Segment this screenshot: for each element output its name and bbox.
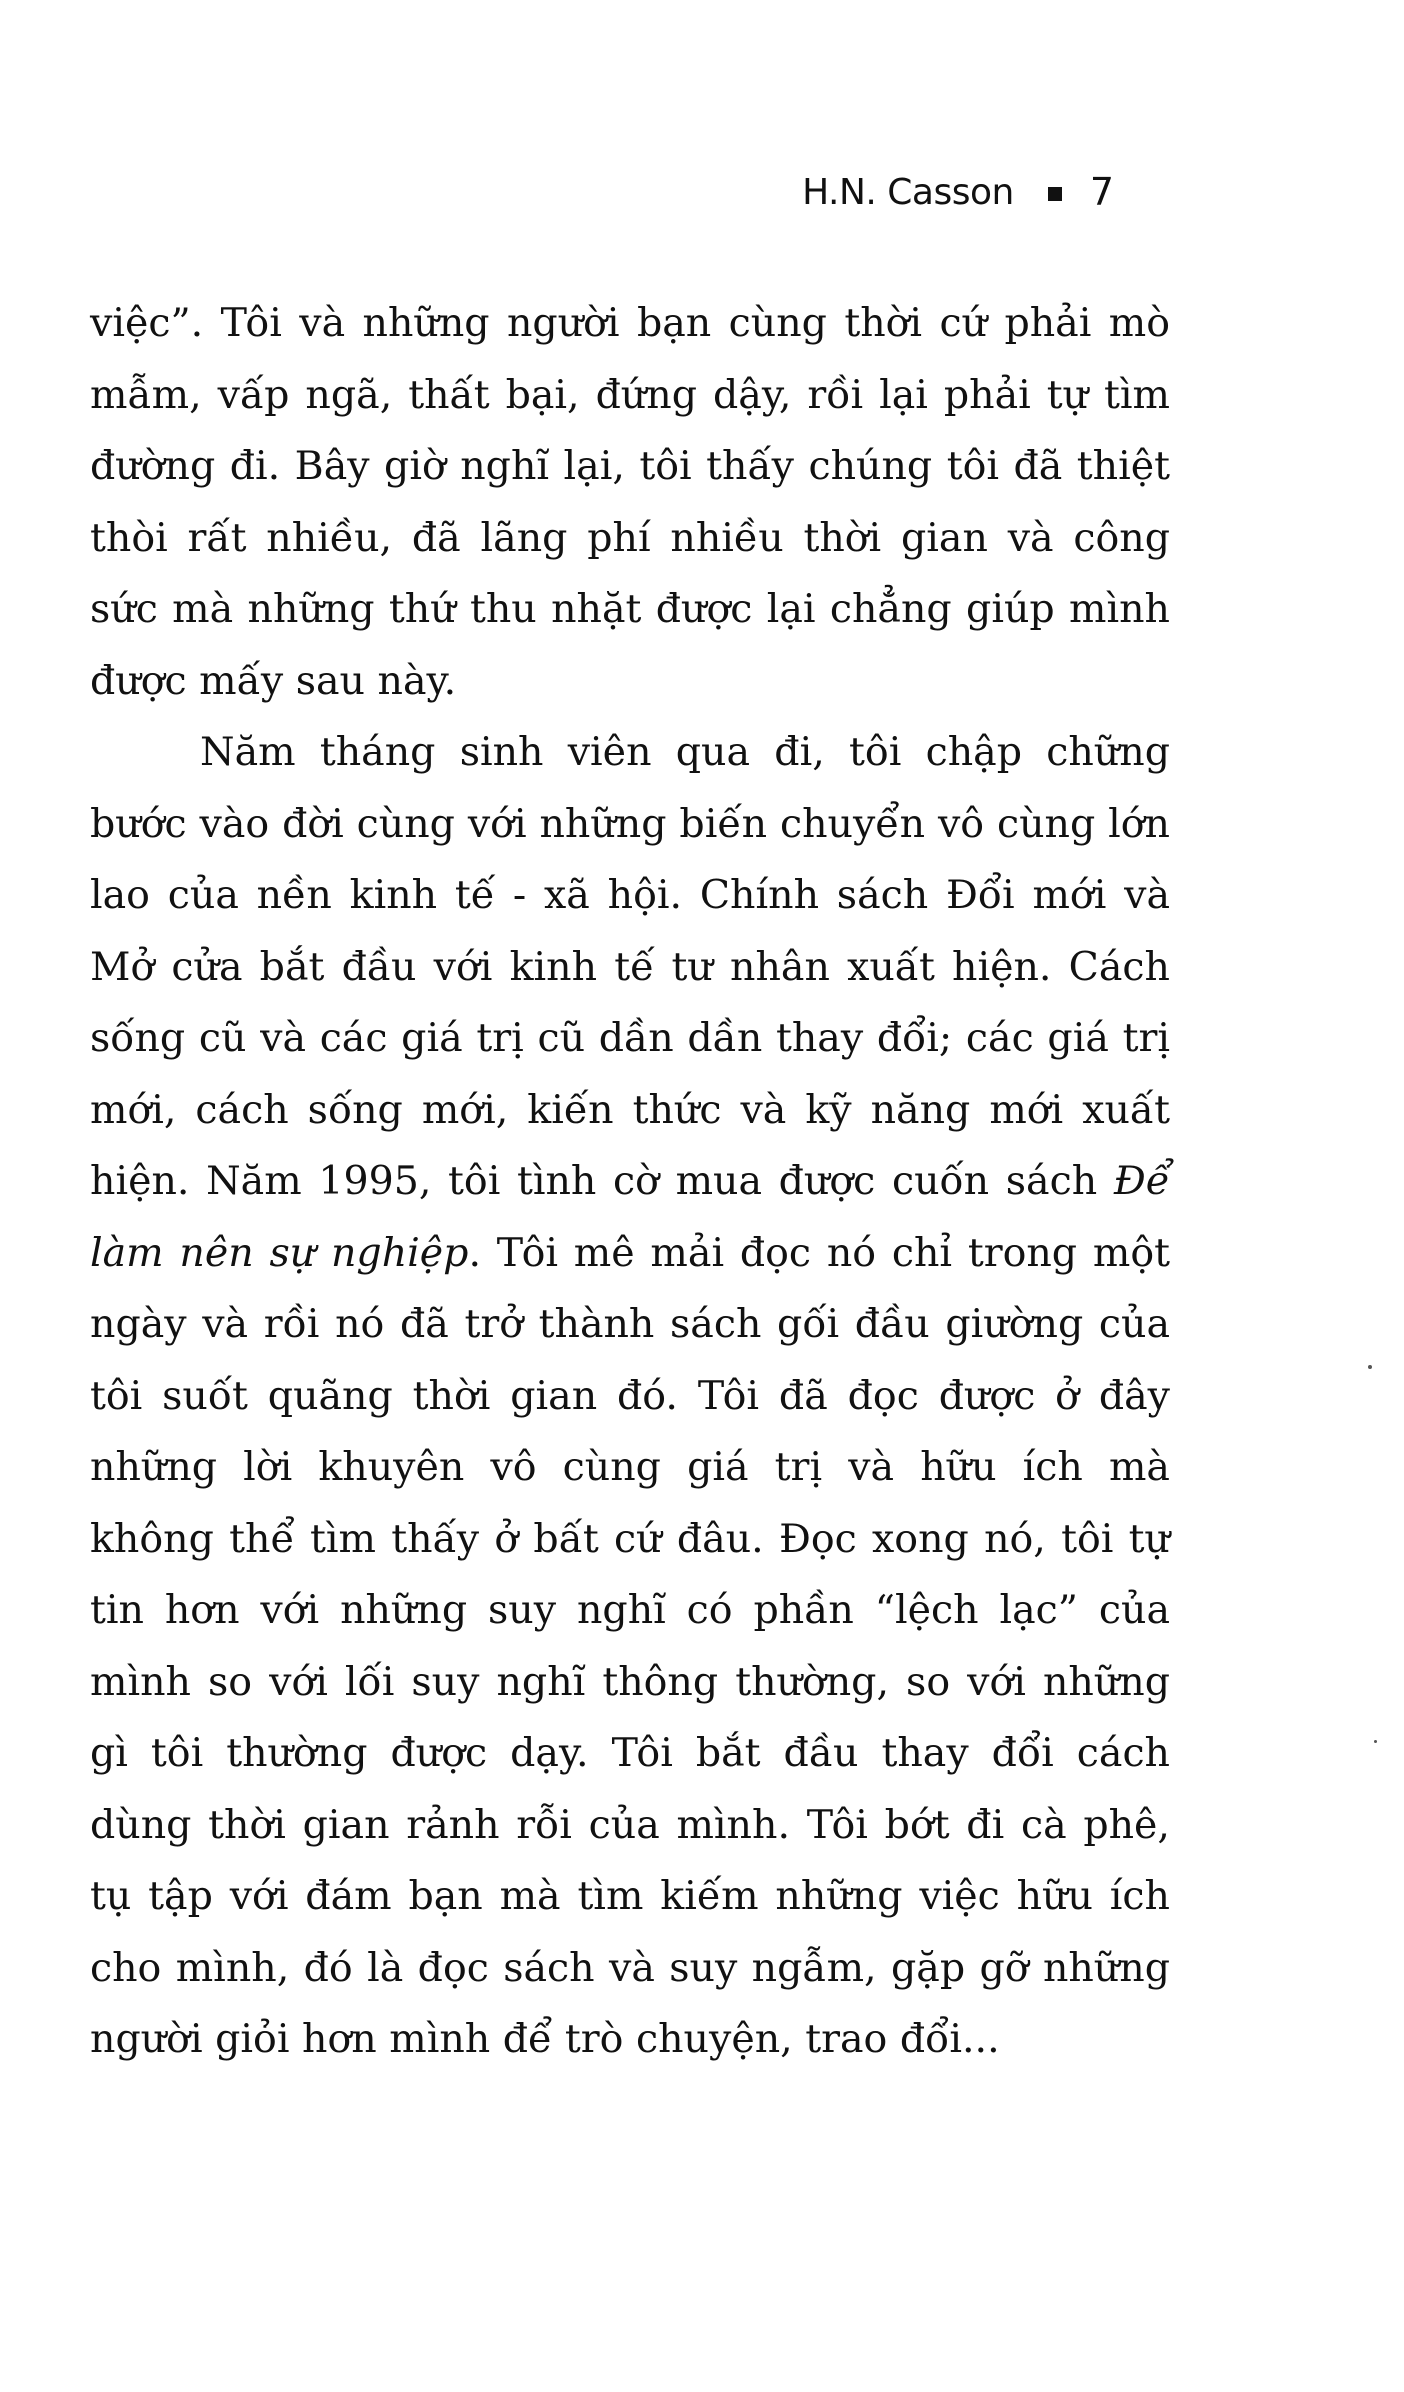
paragraph-2 [90, 717, 1170, 2076]
body-text [90, 288, 1170, 2076]
paragraph-2-after-title: . Tôi mê mải đọc nó chỉ trong một ngày và rồi nó đã trở thành sách gối đầu giường của tôi suốt quãng thời gian đó. Tôi đã đọc được ở đây những lời khuyên vô cùng giá trị và hữu ích mà không thể tìm thấy ở bất cứ đâu. Đọc xong nó, tôi tự tin hơn với những suy nghĩ có phần “lệch lạc” của mình so với lối suy nghĩ thông thường, so với những gì tôi thường được dạy. Tôi bắt đầu thay đổi cách dùng thời gian rảnh rỗi của mình. Tôi bớt đi cà phê, tụ tập với đám bạn mà tìm kiếm những việc hữu ích cho mình, đó là đọc sách và suy ngẫm, gặp gỡ những người giỏi hơn mình để trò chuyện, trao đổi... [90, 1229, 1170, 2062]
paragraph-2-before-title: Năm tháng sinh viên qua đi, tôi chập chững bước vào đời cùng với những biến chuyển vô cùng lớn lao của nền kinh tế - xã hội. Chính sách Đổi mới và Mở cửa bắt đầu với kinh tế tư nhân xuất hiện. Cách sống cũ và các giá trị cũ dần dần thay đổi; các giá trị mới, cách sống mới, kiến thức và kỹ năng mới xuất hiện. Năm 1995, tôi tình cờ mua được cuốn sách [90, 729, 1170, 1204]
paragraph-1: việc”. Tôi và những người bạn cùng thời cứ phải mò mẫm, vấp ngã, thất bại, đứng dậy, rồi lại phải tự tìm đường đi. Bây giờ nghĩ lại, tôi thấy chúng tôi đã thiệt thòi rất nhiều, đã lãng phí nhiều thời gian và công sức mà những thứ thu nhặt được lại chẳng giúp mình được mấy sau này. [90, 300, 1170, 704]
page-number: 7 [1089, 170, 1114, 214]
header-author: H.N. Casson [802, 171, 1014, 213]
running-header [802, 170, 1114, 214]
scan-speck [1374, 1740, 1377, 1743]
book-title: Để làm nên sự nghiệp [90, 1158, 1170, 1276]
header-separator-square [1048, 187, 1062, 201]
scan-speck [1368, 1365, 1372, 1369]
